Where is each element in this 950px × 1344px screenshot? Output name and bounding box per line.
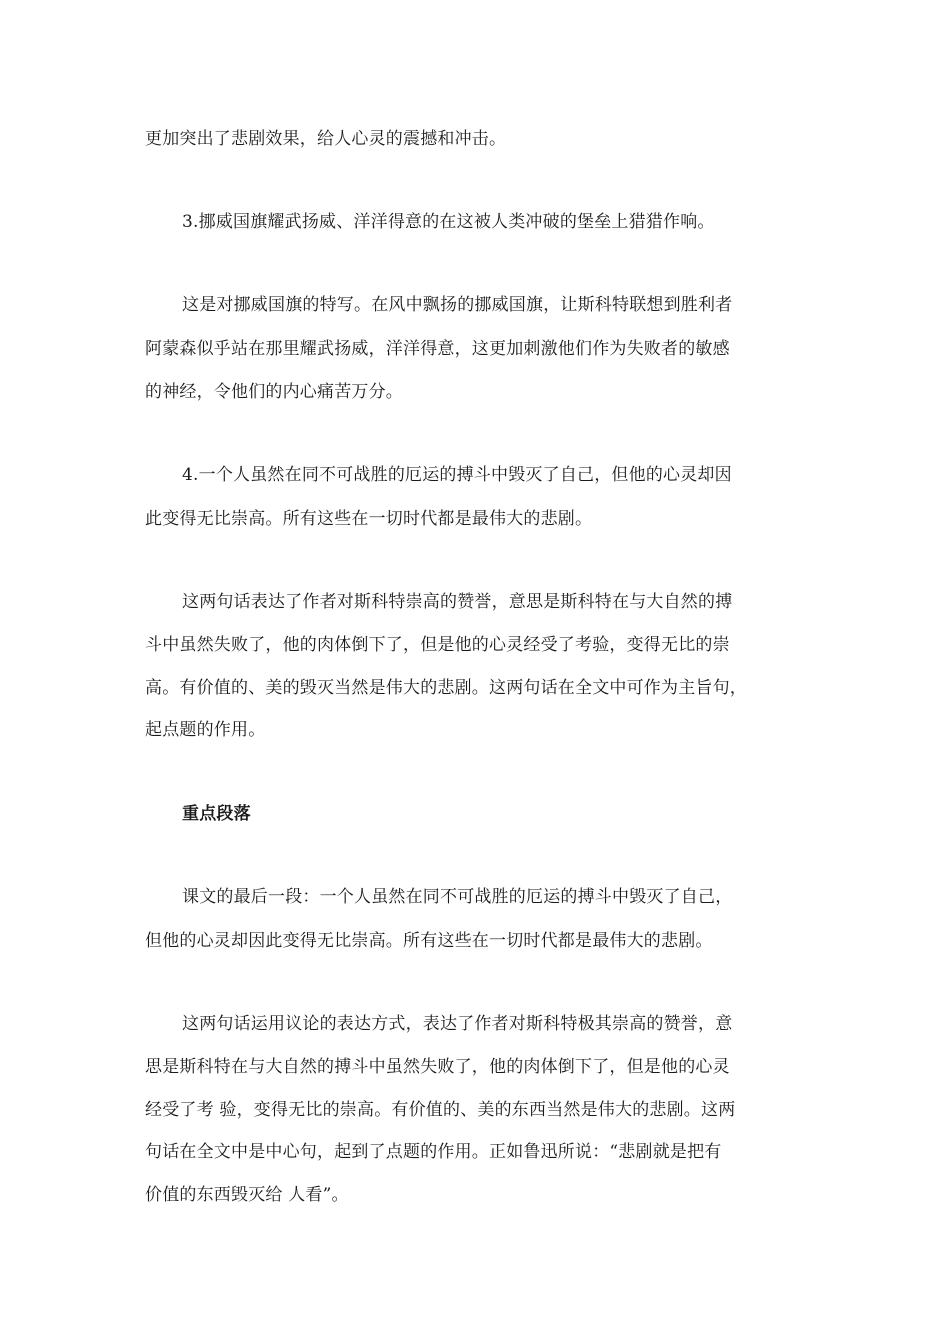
paragraph-line: 斗中虽然失败了，他的肉体倒下了，但是他的心灵经受了考验，变得无比的崇 [145, 635, 730, 655]
paragraph-line: 的神经，令他们的内心痛苦万分。 [145, 382, 403, 402]
paragraph-line: 起点题的作用。 [145, 720, 266, 740]
paragraph-line: 4.一个人虽然在同不可战胜的厄运的搏斗中毁灭了自己，但他的心灵却因 [182, 465, 732, 485]
paragraph-line: 此变得无比崇高。所有这些在一切时代都是最伟大的悲剧。 [145, 509, 593, 529]
paragraph-line: 更加突出了悲剧效果，给人心灵的震撼和冲击。 [145, 129, 507, 149]
paragraph-line: 高。有价值的、美的毁灭当然是伟大的悲剧。这两句话在全文中可作为主旨句， [145, 678, 747, 698]
paragraph-line: 这两句话运用议论的表达方式，表达了作者对斯科特极其崇高的赞誉，意 [182, 1014, 733, 1034]
section-heading: 重点段落 [182, 804, 251, 824]
paragraph-line: 价值的东西毁灭给 人看”。 [145, 1185, 349, 1205]
paragraph-line: 课文的最后一段：一个人虽然在同不可战胜的厄运的搏斗中毁灭了自己， [182, 887, 733, 907]
paragraph-line: 这两句话表达了作者对斯科特崇高的赞誉，意思是斯科特在与大自然的搏 [182, 592, 733, 612]
paragraph-line: 思是斯科特在与大自然的搏斗中虽然失败了，他的肉体倒下了，但是他的心灵 [145, 1057, 730, 1077]
paragraph-line: 这是对挪威国旗的特写。在风中飘扬的挪威国旗，让斯科特联想到胜利者 [182, 295, 733, 315]
paragraph-line: 句话在全文中是中心句，起到了点题的作用。正如鲁迅所说：“悲剧就是把有 [145, 1142, 722, 1162]
paragraph-line: 阿蒙森似乎站在那里耀武扬威，洋洋得意，这更加刺激他们作为失败者的敏感 [145, 339, 730, 359]
paragraph-line: 3.挪威国旗耀武扬威、洋洋得意的在这被人类冲破的堡垒上猎猎作响。 [182, 212, 715, 232]
paragraph-line: 经受了考 验，变得无比的崇高。有价值的、美的东西当然是伟大的悲剧。这两 [145, 1100, 736, 1120]
paragraph-line: 但他的心灵却因此变得无比崇高。所有这些在一切时代都是最伟大的悲剧。 [145, 931, 713, 951]
